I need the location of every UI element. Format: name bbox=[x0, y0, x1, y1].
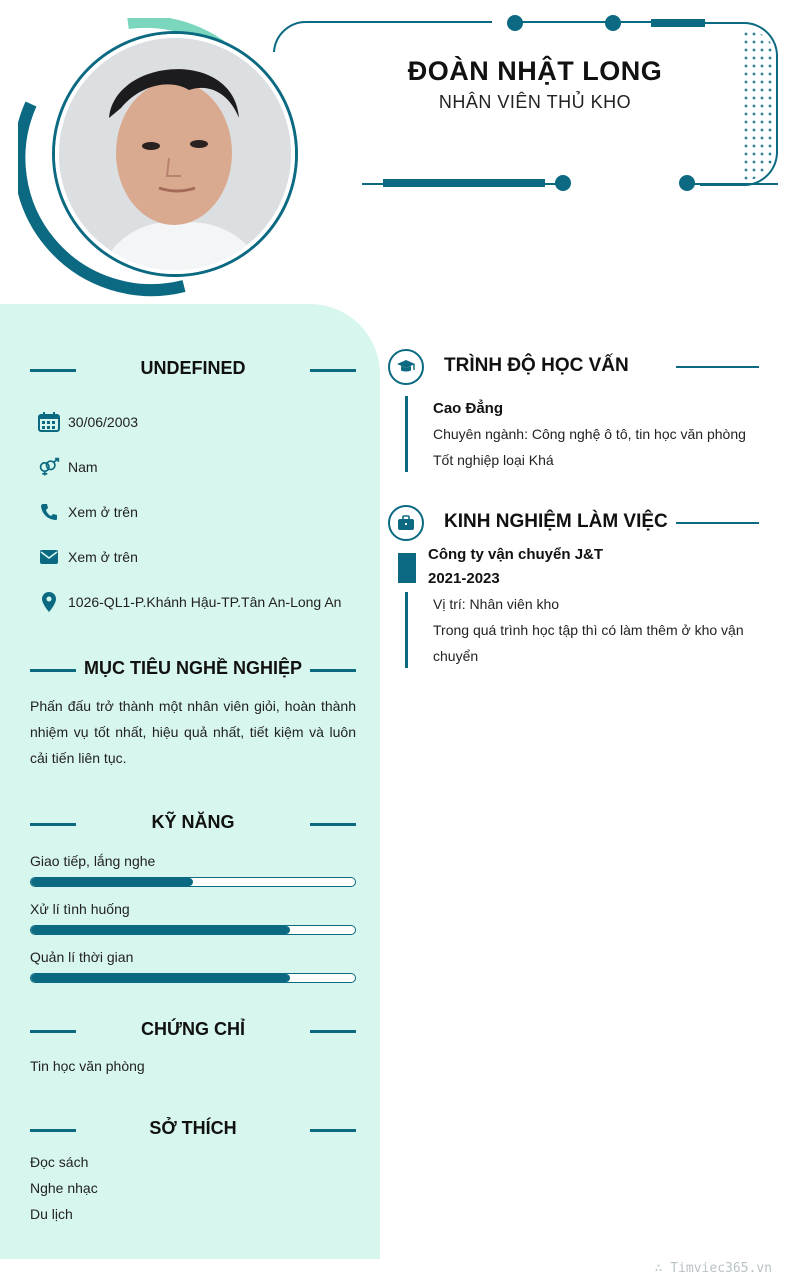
address-value: 1026-QL1-P.Khánh Hậu-TP.Tân An-Long An bbox=[68, 594, 342, 610]
skill-label: Quản lí thời gian bbox=[30, 949, 134, 965]
education-major: Chuyên ngành: Công nghệ ô tô, tin học văn phòng bbox=[433, 426, 746, 442]
education-school: Cao Đẳng bbox=[433, 400, 504, 417]
header-bar bbox=[383, 179, 545, 187]
skill-bar bbox=[30, 973, 356, 983]
dob-row bbox=[38, 411, 138, 433]
graduation-cap-icon bbox=[388, 349, 424, 385]
avatar-photo bbox=[59, 38, 295, 274]
header-dot-pattern bbox=[742, 30, 776, 180]
candidate-name: ĐOÀN NHẬT LONG bbox=[407, 56, 663, 86]
header-dot bbox=[507, 15, 523, 31]
skill-bar bbox=[30, 877, 356, 887]
hobby-item: Du lịch bbox=[30, 1206, 73, 1222]
personal-section-heading: UNDEFINED bbox=[30, 358, 356, 379]
hobby-item: Nghe nhạc bbox=[30, 1180, 98, 1196]
certificates-heading: CHỨNG CHỈ bbox=[30, 1019, 356, 1040]
address-row bbox=[38, 591, 341, 613]
header-dot bbox=[605, 15, 621, 31]
experience-timeline bbox=[405, 592, 408, 668]
envelope-icon bbox=[38, 546, 60, 568]
experience-period: 2021-2023 bbox=[428, 570, 500, 587]
avatar bbox=[55, 34, 295, 274]
hobbies-heading: SỞ THÍCH bbox=[30, 1118, 356, 1139]
skill-bar bbox=[30, 925, 356, 935]
calendar-icon bbox=[38, 411, 60, 433]
skill-label: Giao tiếp, lắng nghe bbox=[30, 853, 156, 869]
skill-bar-fill bbox=[31, 974, 290, 982]
experience-description: Trong quá trình học tập thì có làm thêm ở kho vận bbox=[433, 622, 744, 638]
experience-position: Vị trí: Nhân viên kho bbox=[433, 596, 560, 612]
experience-heading: KINH NGHIỆM LÀM VIỆC bbox=[444, 511, 668, 532]
location-pin-icon bbox=[38, 591, 60, 613]
experience-marker bbox=[398, 553, 416, 583]
gender-icon bbox=[38, 456, 60, 478]
objective-text: Phấn đấu trở thành một nhân viên giỏi, hoàn thành nhiệm vụ tốt nhất, hiệu quả nhất, tiết kiệm và luôn cải tiến liên tục. bbox=[30, 698, 356, 766]
education-result: Tốt nghiệp loại Khá bbox=[433, 452, 554, 468]
hobby-item: Đọc sách bbox=[30, 1154, 89, 1170]
gender-value: Nam bbox=[68, 459, 98, 475]
phone-row bbox=[38, 501, 138, 523]
email-value: Xem ở trên bbox=[68, 549, 138, 565]
education-heading: TRÌNH ĐỘ HỌC VẤN bbox=[444, 355, 629, 376]
phone-value: Xem ở trên bbox=[68, 504, 138, 520]
skill-bar-fill bbox=[31, 878, 193, 886]
dob-value: 30/06/2003 bbox=[68, 414, 139, 430]
watermark: ∴ Timviec365.vn bbox=[654, 1261, 772, 1276]
gender-row bbox=[38, 456, 98, 478]
experience-company: Công ty vận chuyển J&T bbox=[428, 546, 604, 563]
experience-heading-line bbox=[676, 522, 759, 524]
skill-bar-fill bbox=[31, 926, 290, 934]
email-row bbox=[38, 546, 138, 568]
header-bottom-line bbox=[688, 183, 778, 185]
avatar-frame bbox=[18, 18, 298, 298]
skill-label: Xử lí tình huống bbox=[30, 901, 130, 917]
phone-icon bbox=[38, 501, 60, 523]
education-timeline bbox=[405, 396, 408, 472]
certificate-item: Tin học văn phòng bbox=[30, 1058, 145, 1074]
candidate-job-title: NHÂN VIÊN THỦ KHO bbox=[438, 92, 632, 112]
experience-description-cont: chuyển bbox=[433, 648, 479, 664]
header-bar bbox=[651, 19, 705, 27]
header-dot bbox=[555, 175, 571, 191]
objective-heading: MỤC TIÊU NGHỀ NGHIỆP bbox=[30, 658, 356, 679]
education-heading-line bbox=[676, 366, 759, 368]
sidebar-panel bbox=[0, 304, 380, 1259]
skills-heading: KỸ NĂNG bbox=[30, 812, 356, 833]
briefcase-icon bbox=[388, 505, 424, 541]
